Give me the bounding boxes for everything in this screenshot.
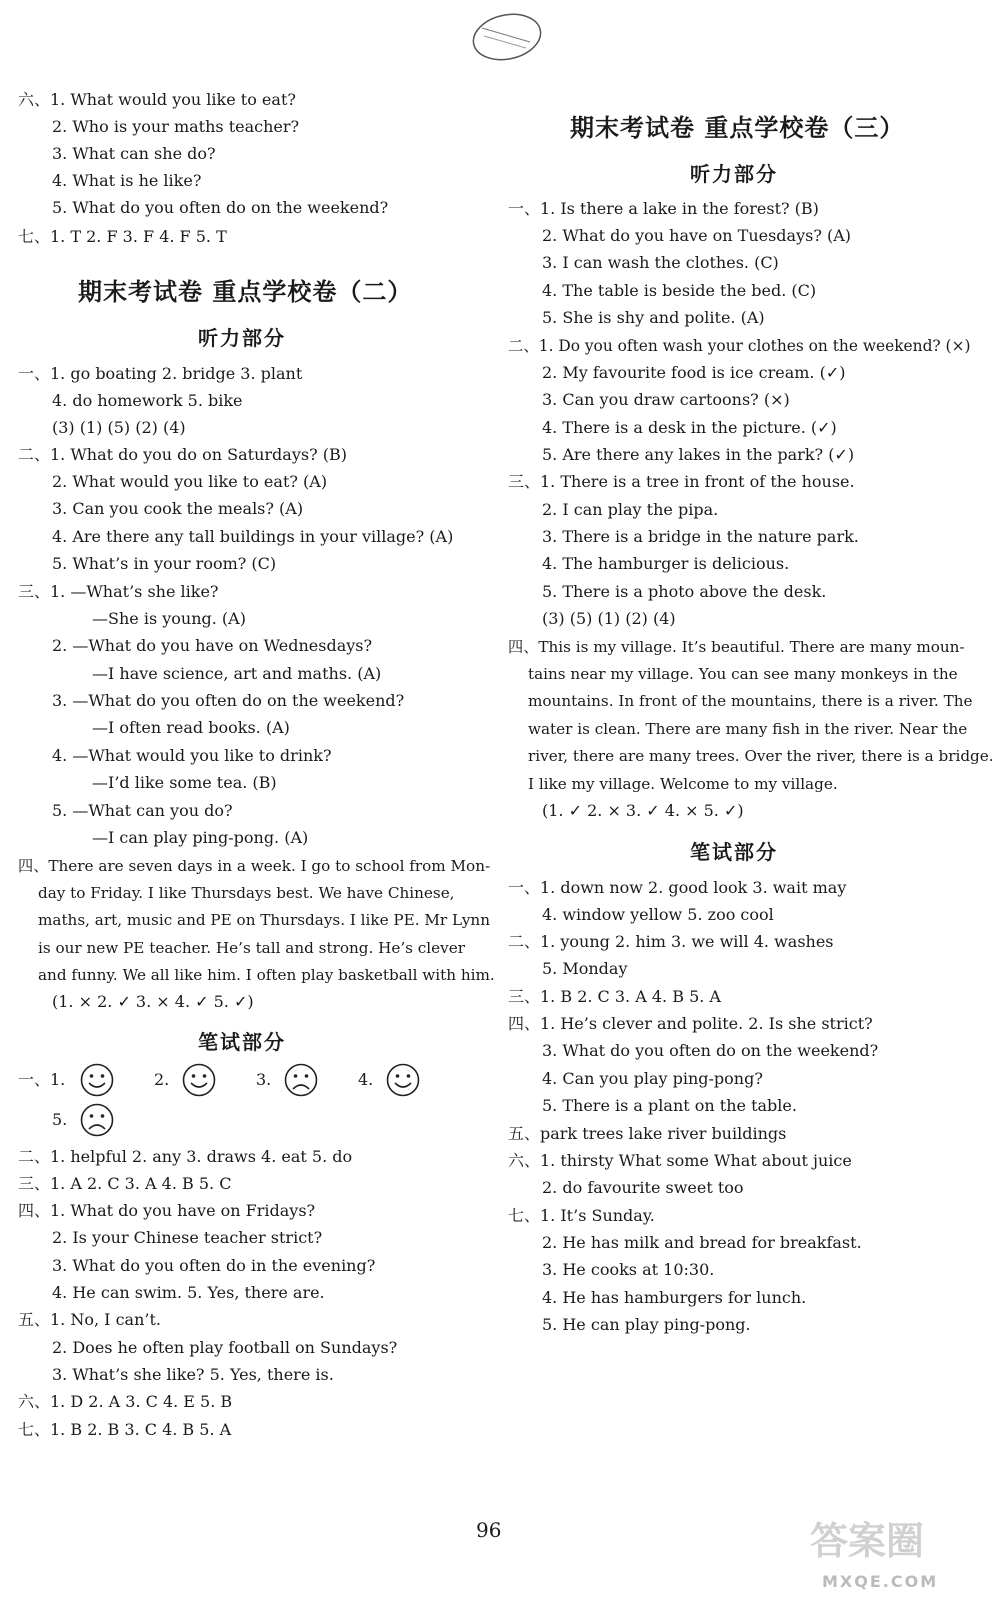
- r-written-9: 五、park trees lake river buildings: [508, 1124, 787, 1143]
- l-listen-7: 5. What’s in your room? (C): [52, 554, 277, 573]
- r-listen-21: I like my village. Welcome to my village.: [528, 775, 838, 793]
- l-listen-21: is our new PE teacher. He’s tall and strong. He’s clever: [38, 939, 465, 957]
- l-listen-22: and funny. We all like him. I often play basketball with him.: [38, 966, 495, 984]
- r-written-16: 5. He can play ping-pong.: [542, 1315, 751, 1334]
- watermark-site: MXQE.COM: [822, 1572, 939, 1591]
- l-listen-0: 一、1. go boating 2. bridge 3. plant: [18, 364, 303, 383]
- l-listen-12: 3. —What do you often do on the weekend?: [52, 691, 405, 710]
- l-w1-label2: 2.: [154, 1070, 170, 1089]
- l-written-2: 四、1. What do you have on Fridays?: [18, 1201, 316, 1220]
- l-listen-15: —I’d like some tea. (B): [92, 773, 277, 792]
- r-written-1: 4. window yellow 5. zoo cool: [542, 905, 774, 924]
- r-listen-18: mountains. In front of the mountains, there is a river. The: [528, 692, 973, 710]
- r-listen-6: 2. My favourite food is ice cream. (✓): [542, 363, 846, 382]
- l-listen-23: (1. × 2. ✓ 3. × 4. ✓ 5. ✓): [52, 992, 254, 1011]
- l-listen-19: day to Friday. I like Thursdays best. We have Chinese,: [38, 884, 455, 902]
- r-written-10: 六、1. thirsty What some What about juice: [508, 1151, 852, 1170]
- r-written-4: 三、1. B 2. C 3. A 4. B 5. A: [508, 987, 721, 1006]
- l-written-10: 七、1. B 2. B 3. C 4. B 5. A: [18, 1420, 232, 1439]
- r-written-heading: 笔试部分: [690, 840, 778, 864]
- l-w1-label5: 5.: [52, 1110, 68, 1129]
- l-listen-4: 2. What would you like to eat? (A): [52, 472, 328, 491]
- l-written-9: 六、1. D 2. A 3. C 4. E 5. B: [18, 1392, 233, 1411]
- l-sec6-2: 2. Who is your maths teacher?: [52, 117, 300, 136]
- r-listen-15: (3) (5) (1) (2) (4): [542, 609, 676, 628]
- r-listen-13: 4. The hamburger is delicious.: [542, 554, 790, 573]
- page-number: 96: [476, 1518, 502, 1542]
- r-listen-3: 4. The table is beside the bed. (C): [542, 281, 817, 300]
- r-listen-7: 3. Can you draw cartoons? (×): [542, 390, 790, 409]
- r-written-3: 5. Monday: [542, 959, 628, 978]
- l-listen-16: 5. —What can you do?: [52, 801, 233, 820]
- paper3-title: 期末考试卷 重点学校卷（三）: [570, 114, 905, 142]
- r-listen-4: 5. She is shy and polite. (A): [542, 308, 765, 327]
- l-listening-heading: 听力部分: [198, 326, 286, 350]
- l-listen-11: —I have science, art and maths. (A): [92, 664, 382, 683]
- r-written-14: 3. He cooks at 10:30.: [542, 1260, 715, 1279]
- l-listen-9: —She is young. (A): [92, 609, 246, 628]
- face-4-icon: [386, 1063, 420, 1097]
- l-sec6-4: 4. What is he like?: [52, 171, 202, 190]
- r-listen-10: 三、1. There is a tree in front of the house.: [508, 472, 855, 491]
- l-listen-6: 4. Are there any tall buildings in your village? (A): [52, 527, 454, 546]
- r-listen-11: 2. I can play the pipa.: [542, 500, 719, 519]
- r-written-2: 二、1. young 2. him 3. we will 4. washes: [508, 932, 834, 951]
- l-sec6-3: 3. What can she do?: [52, 144, 216, 163]
- r-listen-22: (1. ✓ 2. × 3. ✓ 4. × 5. ✓): [542, 801, 744, 820]
- l-w1-label3: 3.: [256, 1070, 272, 1089]
- l-listen-17: —I can play ping-pong. (A): [92, 828, 309, 847]
- l-written-7: 2. Does he often play football on Sundays?: [52, 1338, 398, 1357]
- l-written-1: 三、1. A 2. C 3. A 4. B 5. C: [18, 1174, 232, 1193]
- face-2-icon: [182, 1063, 216, 1097]
- r-listen-2: 3. I can wash the clothes. (C): [542, 253, 779, 272]
- l-sec6-1: 六、1. What would you like to eat?: [18, 90, 296, 109]
- l-listen-3: 二、1. What do you do on Saturdays? (B): [18, 445, 347, 464]
- r-written-0: 一、1. down now 2. good look 3. wait may: [508, 878, 847, 897]
- l-sec6-5: 5. What do you often do on the weekend?: [52, 198, 389, 217]
- r-listen-16: 四、This is my village. It’s beautiful. There are many moun-: [508, 638, 965, 656]
- face-5-icon: [80, 1103, 114, 1137]
- l-listen-5: 3. Can you cook the meals? (A): [52, 499, 304, 518]
- l-listen-20: maths, art, music and PE on Thursdays. I like PE. Mr Lynn: [38, 911, 490, 929]
- r-written-5: 四、1. He’s clever and polite. 2. Is she strict?: [508, 1014, 873, 1033]
- l-written-5: 4. He can swim. 5. Yes, there are.: [52, 1283, 325, 1302]
- r-listen-14: 5. There is a photo above the desk.: [542, 582, 827, 601]
- r-listen-12: 3. There is a bridge in the nature park.: [542, 527, 859, 546]
- r-listen-0: 一、1. Is there a lake in the forest? (B): [508, 199, 819, 218]
- r-listen-8: 4. There is a desk in the picture. (✓): [542, 418, 837, 437]
- l-sec7: 七、1. T 2. F 3. F 4. F 5. T: [18, 227, 227, 246]
- l-listen-8: 三、1. —What’s she like?: [18, 582, 219, 601]
- l-w1-label4: 4.: [358, 1070, 374, 1089]
- l-listen-10: 2. —What do you have on Wednesdays?: [52, 636, 373, 655]
- l-written-0: 二、1. helpful 2. any 3. draws 4. eat 5. do: [18, 1147, 353, 1166]
- r-written-13: 2. He has milk and bread for breakfast.: [542, 1233, 862, 1252]
- r-written-7: 4. Can you play ping-pong?: [542, 1069, 763, 1088]
- r-written-11: 2. do favourite sweet too: [542, 1178, 744, 1197]
- l-written-4: 3. What do you often do in the evening?: [52, 1256, 376, 1275]
- r-written-6: 3. What do you often do on the weekend?: [542, 1041, 879, 1060]
- l-listen-14: 4. —What would you like to drink?: [52, 746, 332, 765]
- r-listen-17: tains near my village. You can see many monkeys in the: [528, 665, 958, 683]
- r-listen-1: 2. What do you have on Tuesdays? (A): [542, 226, 852, 245]
- face-3-icon: [284, 1063, 318, 1097]
- r-listening-heading: 听力部分: [690, 162, 778, 186]
- r-listen-20: river, there are many trees. Over the river, there is a bridge.: [528, 747, 994, 765]
- l-written-6: 五、1. No, I can’t.: [18, 1310, 161, 1329]
- l-written-3: 2. Is your Chinese teacher strict?: [52, 1228, 323, 1247]
- l-listen-18: 四、There are seven days in a week. I go to school from Mon-: [18, 857, 491, 875]
- watermark-logo: 答案圈: [810, 1519, 925, 1563]
- l-written-heading: 笔试部分: [198, 1030, 286, 1054]
- l-w1-prefix: 一、1.: [18, 1070, 66, 1089]
- r-listen-5: 二、1. Do you often wash your clothes on the weekend? (×): [508, 337, 971, 355]
- r-listen-19: water is clean. There are many fish in the river. Near the: [528, 720, 968, 738]
- r-written-15: 4. He has hamburgers for lunch.: [542, 1288, 807, 1307]
- r-written-8: 5. There is a plant on the table.: [542, 1096, 797, 1115]
- paper2-title: 期末考试卷 重点学校卷（二）: [78, 278, 413, 306]
- l-listen-2: (3) (1) (5) (2) (4): [52, 418, 186, 437]
- r-listen-9: 5. Are there any lakes in the park? (✓): [542, 445, 855, 464]
- r-written-12: 七、1. It’s Sunday.: [508, 1206, 655, 1225]
- face-1-icon: [80, 1063, 114, 1097]
- l-listen-1: 4. do homework 5. bike: [52, 391, 243, 410]
- l-listen-13: —I often read books. (A): [92, 718, 290, 737]
- top-stamp-icon: [468, 8, 546, 66]
- l-written-8: 3. What’s she like? 5. Yes, there is.: [52, 1365, 334, 1384]
